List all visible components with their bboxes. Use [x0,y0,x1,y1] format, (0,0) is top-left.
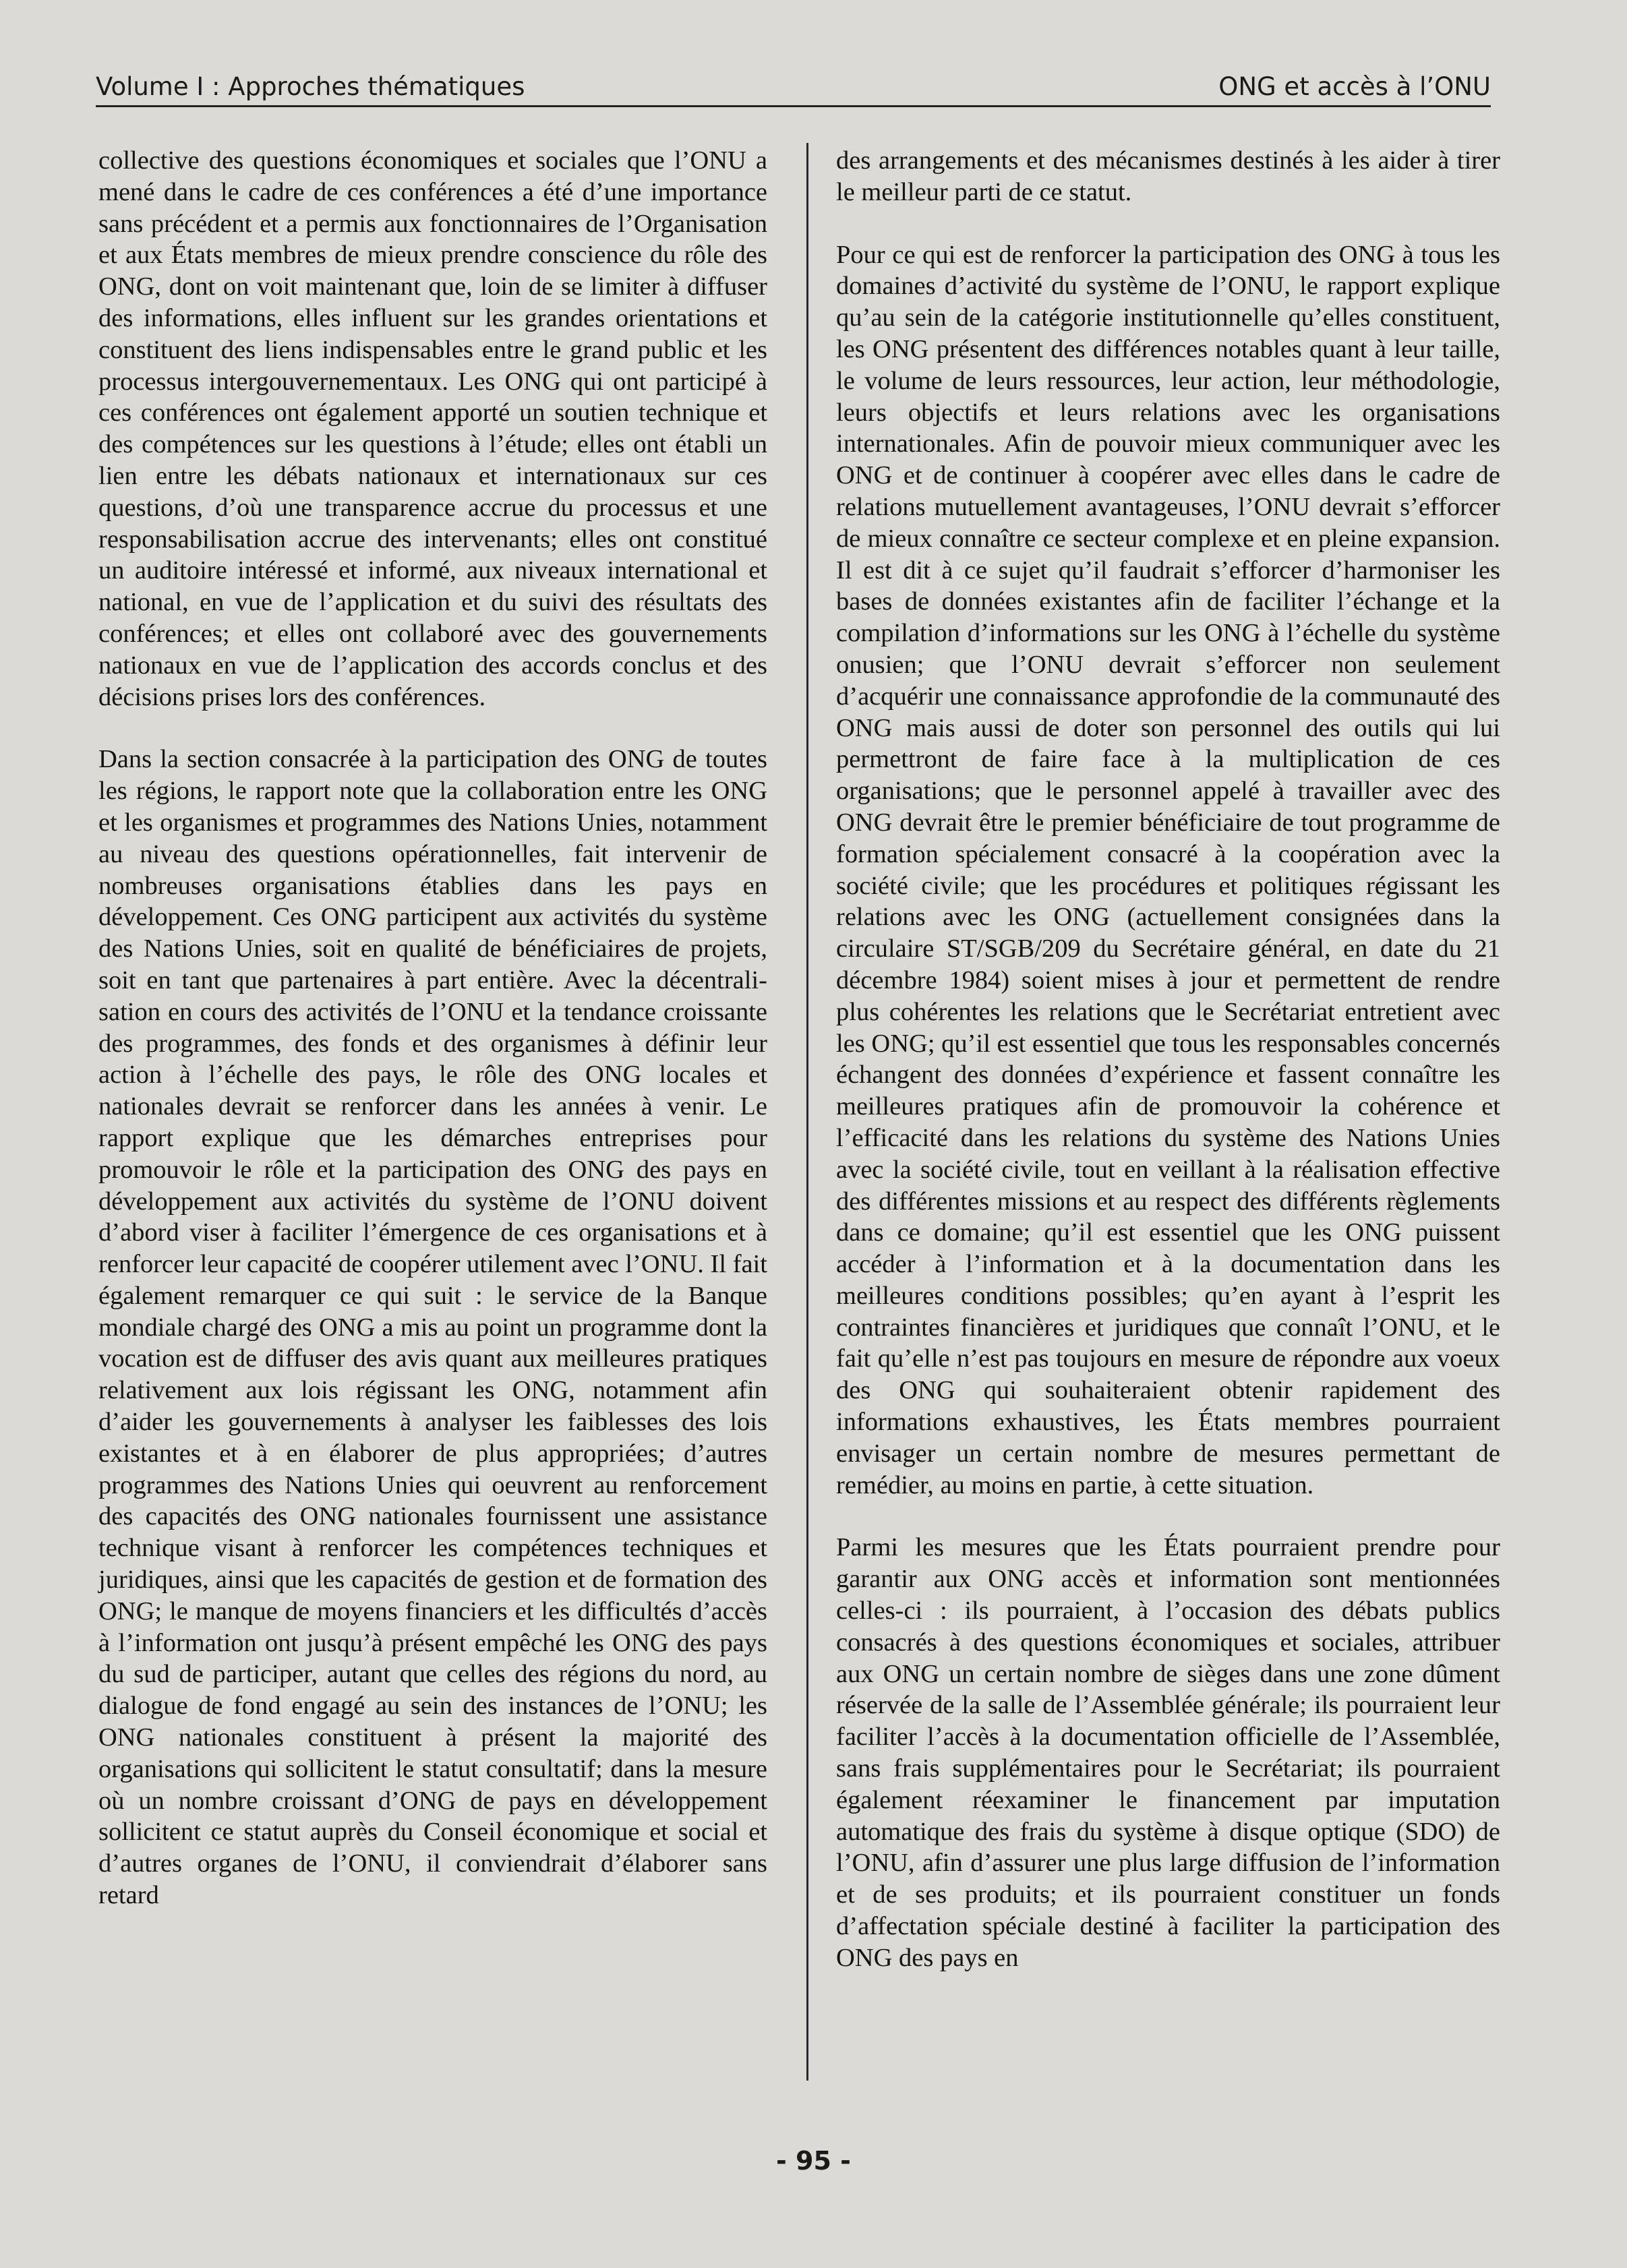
column-divider [806,143,808,2081]
page-number: - 95 - [776,2146,851,2176]
header-chapter-title: ONG et accès à l’ONU [1218,72,1491,101]
paragraph: Parmi les mesures que les États pourraient prendre pour garantir aux ONG accès et information sont mentionnées celles-ci : ils pourraient, à l’occasion des débats publics consacrés à des questions économiques et sociales, attribuer aux ONG un certain nombre de sièges dans une zone dûment réservée de la salle de l’Assemblée générale; ils pourraient leur faciliter l’accès à la documentation officielle de l’Assemblée, sans frais supplémentaires pour le Secrétariat; ils pourraient également réexaminer le financement par imputation automatique des frais du système à disque optique (SDO) de l’ONU, afin d’assurer une plus large diffusion de l’information et de ses produits; et ils pourraient constituer un fonds d’affectation spéciale destiné à faciliter la participation des ONG des pays en [836,1533,1500,1972]
running-header [96,62,1491,107]
paragraph: Dans la section consacrée à la participation des ONG de toutes les régions, le rapport note que la collaboration entre les ONG et les organismes et programmes des Nations Unies, notamment au niveau des questions opérationnelles, fait intervenir de nombreuses organisations établies dans les pays en développement. Ces ONG participent aux activités du système des Nations Unies, soit en qualité de bénéficiaires de projets, soit en tant que partenaires à part entière. Avec la décentralisation en cours des activités de l’ONU et la tendance croissante des programmes, des fonds et des organismes à définir leur action à l’échelle des pays, le rôle des ONG locales et nationales devrait se renforcer dans les années à venir. Le rapport explique que les démarches entreprises pour promouvoir le rôle et la participation des ONG des pays en développement aux activités du système de l’ONU doivent d’abord viser à faciliter l’émergence de ces organisations et à renforcer leur capacité de coopérer utilement avec l’ONU. Il fait également remarquer ce qui suit : le service de la Banque mondiale chargé des ONG a mis au point un programme dont la vocation est de diffuser des avis quant aux meilleures pratiques relativement aux lois régissant les ONG, notamment afin d’aider les gouvernements à analyser les faiblesses des lois existantes et à en élaborer de plus appropriées; d’autres programmes des Nations Unies qui oeuvrent au renforcement des capacités des ONG nationales fournissent une assistance technique visant à renforcer les compétences techniques et juridiques, ainsi que les capacités de gestion et de formation des ONG; le manque de moyens financiers et les difficultés d’accès à l’information ont jusqu’à présent empêché les ONG des pays du sud de participer, autant que celles des régions du nord, au dialogue de fond engagé au sein des instances de l’ONU; les ONG nationales constituent à présent la majorité des organisations qui sollicitent le statut consultatif; dans la mesure où un nombre croissant d’ONG de pays en développement sollicitent ce statut auprès du Conseil économique et social et d’autres organes de l’ONU, il conviendrait d’élaborer sans retard [98,745,767,1910]
header-volume-title: Volume I : Approches thématiques [96,72,525,101]
left-column [98,145,767,1942]
paragraph: Pour ce qui est de renforcer la participation des ONG à tous les domaines d’activité du système de l’ONU, le rapport explique qu’au sein de la catégorie institutionnelle qu’elles constituent, les ONG présentent des différences notables quant à leur taille, le volume de leurs ressources, leur action, leur méthodologie, leurs objectifs et leurs relations avec les organisations internationales. Afin de pouvoir mieux communiquer avec les ONG et de continuer à coopérer avec elles dans le cadre de relations mutuellement avantageuses, l’ONU devrait s’efforcer de mieux connaître ce secteur complexe et en pleine expansion. Il est dit à ce sujet qu’il faudrait s’efforcer d’harmoniser les bases de données existantes afin de faciliter l’échange et la compilation d’informations sur les ONG à l’échelle du système onusien; que l’ONU devrait s’efforcer non seulement d’acquérir une connaissance approfondie de la communauté des ONG mais aussi de doter son personnel des outils qui lui permettront de faire face à la multiplication de ces organisations; que le personnel appelé à travailler avec des ONG devrait être le premier bénéficiaire de tout programme de formation spécialement consacré à la coopération avec la société civile; que les procédures et politiques régissant les relations avec les ONG (actuellement consignées dans la circulaire ST/SGB/209 du Secrétaire général, en date du 21 décembre 1984) soient mises à jour et permettent de rendre plus cohérentes les relations que le Secrétariat entretient avec les ONG; qu’il est essentiel que tous les responsables concernés échangent des données d’expérience et fassent connaître les meilleures pratiques afin de promouvoir la cohérence et l’efficacité dans les relations du système des Nations Unies avec la société civile, tout en veillant à la réalisation effective des différentes missions et au respect des différents règlements dans ce domaine; qu’il est essentiel que les ONG puissent accéder à l’information et à la documentation dans les meilleures conditions possibles; qu’en ayant à l’esprit les contraintes financières et juridiques que connaît l’ONU, et le fait qu’elle n’est pas toujours en mesure de répondre aux voeux des ONG qui souhaiteraient obtenir rapidement des informations exhaustives, les États membres pourraient envisager un certain nombre de mesures permettant de remédier, au moins en partie, à cette situation. [836,240,1500,1499]
paragraph: des arrangements et des mécanismes destinés à les aider à tirer le meilleur parti de ce statut. [836,146,1500,206]
right-column [836,145,1500,2005]
paragraph: collective des questions économiques et sociales que l’ONU a mené dans le cadre de ces conférences a été d’une importance sans précédent et a permis aux fonctionnaires de l’Organisation et aux États membres de mieux prendre conscience du rôle des ONG, dont on voit maintenant que, loin de se limiter à diffuser des informations, elles influent sur les grandes orientations et constituent des liens indispensables entre le grand public et les processus intergouvernementaux. Les ONG qui ont participé à ces conférences ont également apporté un soutien technique et des compétences sur les questions à l’étude; elles ont établi un lien entre les débats nationaux et internationaux sur ces questions, d’où une transparence accrue du processus et une responsabilisation accrue des intervenants; elles ont constitué un auditoire intéressé et informé, aux niveaux international et national, en vue de l’application et du suivi des résultats des conférences; et elles ont collaboré avec des gouvernements nationaux en vue de l’application des accords conclus et des décisions prises lors des conférences. [98,146,767,711]
